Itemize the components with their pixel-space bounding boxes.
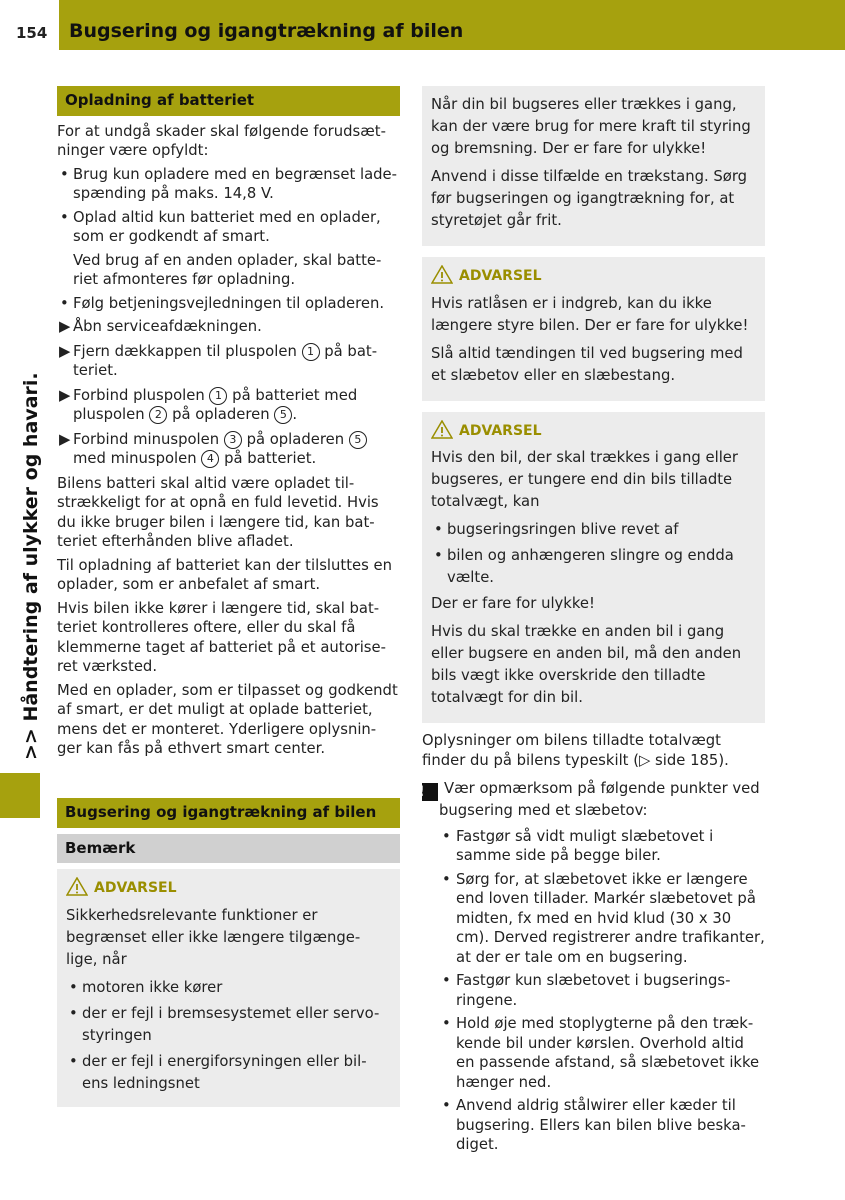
side-tab-label: >> Håndtering af ulykker og havari. <box>20 372 42 760</box>
list-item: • Brug kun opladere med en begrænset lade-spænding på maks. 14,8 V. <box>57 165 400 204</box>
paragraph: Anvend i disse tilfælde en trækstang. Sørg før bugseringen og igangtrækning for, at styretøjet går frit. <box>431 168 748 229</box>
warning-triangle-icon <box>431 265 453 284</box>
paragraph: Hvis du skal trække en anden bil i gang eller bugsere en anden bil, må den anden bils vægt ikke overskride den tilladte totalvægt for din bil. <box>431 623 742 706</box>
arrow-triangle-icon: ▶ <box>59 342 71 360</box>
list-item: • Hold øje med stoplygterne på den træk-kende bil under kørslen. Overhold altid en passende afstand, så slæbetovet ikke hænger ned. <box>422 1014 765 1092</box>
list-item-continuation: Ved brug af en anden oplader, skal batte-riet afmonteres før opladning. <box>73 251 382 288</box>
warning-box-steering-lock <box>422 257 765 401</box>
list-item: • der er fejl i bremsesystemet eller servo-styringen <box>66 1003 391 1047</box>
warning-header: ADVARSEL <box>66 877 391 899</box>
paragraph: Hvis den bil, der skal trækkes i gang eller bugseres, er tungere end din bils tilladte totalvægt, kan <box>431 449 738 510</box>
paragraph: Hvis ratlåsen er i indgreb, kan du ikke længere styre bilen. Der er fare for ulykke! <box>431 294 749 334</box>
arrow-triangle-icon: ▶ <box>59 318 71 335</box>
warning-triangle-icon <box>66 877 88 896</box>
circled-number: 5 <box>349 431 367 449</box>
paragraph: Til opladning af batteriet kan der tilsluttes en oplader, som er anbefalet af smart. <box>57 556 393 593</box>
circled-number: 4 <box>201 450 219 468</box>
paragraph: Hvis bilen ikke kører i længere tid, skal bat-teriet kontrolleres oftere, eller du skal få klemmerne taget af batteriet på et autorise-ret værksted. <box>57 599 386 675</box>
warning-text: Sikkerhedsrelevante funktioner er begrænset eller ikke længere tilgænge-lige, når <box>66 906 361 968</box>
list-item: • Oplad altid kun batteriet med en oplader, som er godkendt af smart. <box>57 208 400 247</box>
right-column <box>418 86 765 1159</box>
note-intro: ! Vær opmærksom på følgende punkter ved bugsering med et slæbetov: <box>418 780 760 819</box>
list-item: • motoren ikke kører <box>66 977 391 999</box>
left-column <box>57 86 400 763</box>
warning-box <box>57 869 400 1107</box>
info-box <box>422 86 765 246</box>
circled-number: 1 <box>302 343 320 361</box>
list-item: • bugseringsringen blive revet af <box>431 519 756 541</box>
page-number-box <box>0 0 56 50</box>
step-connect-plus: ▶ Forbind pluspolen 1 på batteriet med pluspolen 2 på opladeren 5 . <box>59 386 358 423</box>
circled-number: 3 <box>224 431 242 449</box>
warning-header: ADVARSEL <box>431 265 756 287</box>
type-plate-reference: Oplysninger om bilens tilladte totalvægt finder du på bilens typeskilt (▷ side 185). <box>422 732 729 769</box>
list-item: • der er fejl i energiforsyningen eller bil-ens ledningsnet <box>66 1051 391 1095</box>
header-bar <box>59 0 845 50</box>
arrow-triangle-icon: ▶ <box>59 386 71 404</box>
section-title-towing: Bugsering og igangtrækning af bilen <box>57 798 400 828</box>
circled-number: 2 <box>149 406 167 424</box>
side-tab-marker <box>0 773 40 818</box>
step-connect-minus: ▶ Forbind minuspolen 3 på opladeren 5 med minuspolen 4 på batteriet. <box>57 430 400 469</box>
arrow-triangle-icon: ▶ <box>59 430 71 448</box>
paragraph: Der er fare for ulykke! <box>431 595 595 612</box>
page-number: 154 <box>16 24 48 42</box>
circled-number: 1 <box>209 387 227 405</box>
note-block <box>418 779 765 1155</box>
list-item: • Sørg for, at slæbetovet ikke er længere end loven tillader. Markér slæbetovet på midten, fx med en hvid klud (30 x 30 cm). Derved registrerer andre trafikanter, at der er tale om en bugsering. <box>422 870 765 968</box>
warning-box-weight <box>422 412 765 724</box>
step-remove-cap: ▶ Fjern dækkappen til pluspolen 1 på bat-teriet. <box>59 342 378 379</box>
list-item: • Fastgør så vidt muligt slæbetovet i samme side på begge biler. <box>422 827 765 866</box>
left-column-lower <box>57 798 400 1107</box>
paragraph: Bilens batteri skal altid være opladet til-strækkeligt for at opnå en fuld levetid. Hvis du ikke bruger bilen i længere tid, kan bat-teriet efterhånden blive afladet. <box>57 474 379 550</box>
exclamation-icon: ! <box>422 783 438 801</box>
list-item: • bilen og anhængeren slingre og endda vælte. <box>431 545 756 589</box>
section-title-charging: Opladning af batteriet <box>57 86 400 116</box>
warning-header: ADVARSEL <box>431 420 756 442</box>
section-subtitle-note: Bemærk <box>57 834 400 864</box>
warning-triangle-icon <box>431 420 453 439</box>
step-open-cover: ▶ Åbn serviceafdækningen. <box>59 318 262 335</box>
list-item: • Anvend aldrig stålwirer eller kæder til bugsering. Ellers kan bilen blive beska-diget. <box>422 1096 765 1155</box>
paragraph: Med en oplader, som er tilpasset og godkendt af smart, er det muligt at oplade batteriet, mens det er monteret. Yderligere oplysnin-ger kan fås på ethvert smart center. <box>57 681 398 757</box>
paragraph: Når din bil bugseres eller trækkes i gang, kan der være brug for mere kraft til styring og bremsning. Der er fare for ulykke! <box>431 96 751 157</box>
page-title: Bugsering og igangtrækning af bilen <box>69 20 464 42</box>
circled-number: 5 <box>274 406 292 424</box>
paragraph: Slå altid tændingen til ved bugsering med et slæbetov eller en slæbestang. <box>431 344 743 384</box>
intro-text: For at undgå skader skal følgende forudsæt-ninger være opfyldt: <box>57 122 386 159</box>
page-reference-link[interactable]: ▷ side 185 <box>638 751 719 769</box>
list-item: • Fastgør kun slæbetovet i bugserings-ringene. <box>422 971 765 1010</box>
list-item: • Følg betjeningsvejledningen til opladeren. <box>57 294 400 314</box>
